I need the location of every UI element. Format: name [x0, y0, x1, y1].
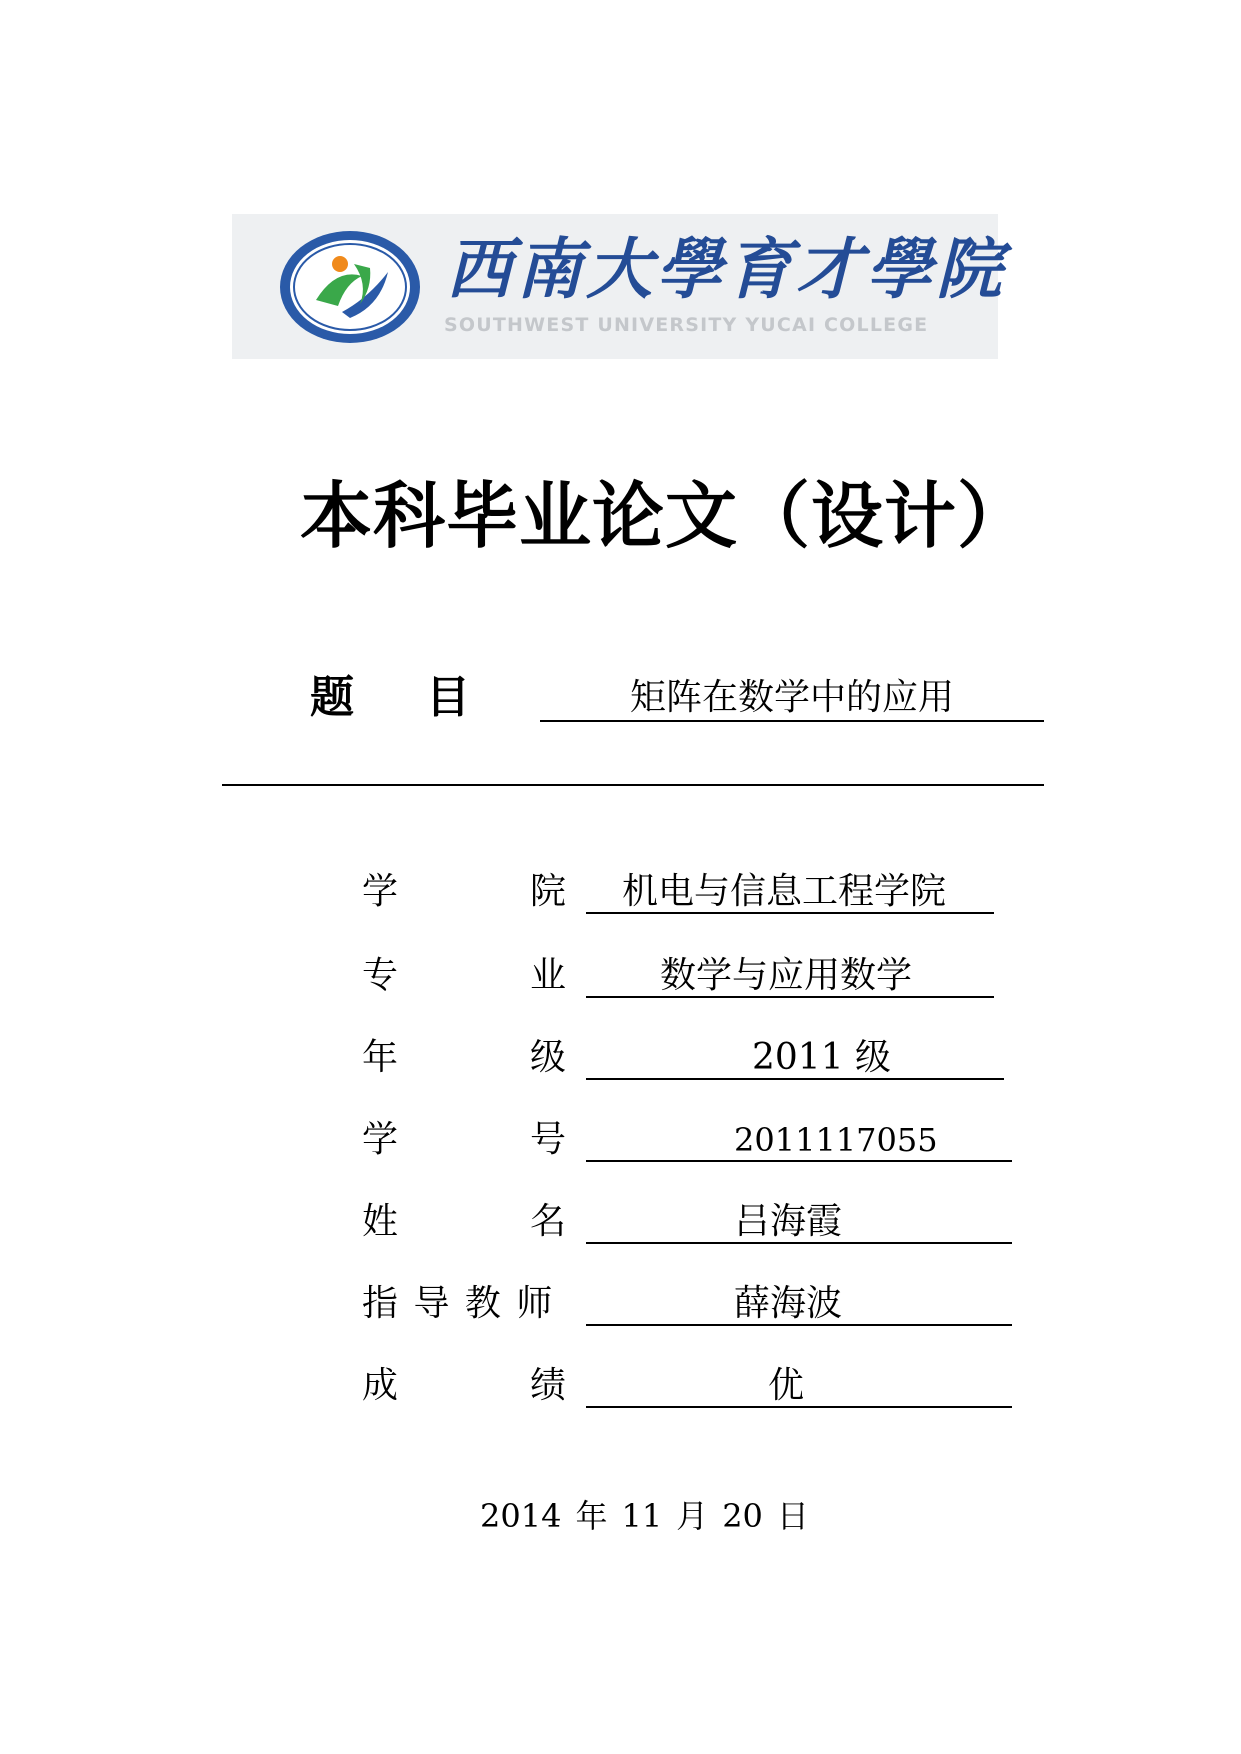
date-year-unit: 年 — [575, 1497, 608, 1535]
major-value: 数学与应用数学 — [660, 955, 913, 996]
advisor-underline — [586, 1324, 1012, 1326]
document-title: 本科毕业论文（设计） — [300, 474, 1031, 558]
grade-underline — [586, 1078, 1004, 1080]
college-label-2: 院 — [530, 871, 567, 912]
score-underline — [586, 1406, 1012, 1408]
student-id-value: 2011117055 — [734, 1121, 938, 1159]
name-label-2: 名 — [530, 1201, 567, 1242]
college-seal-icon — [276, 228, 424, 346]
student-id-label-1: 学 — [362, 1119, 399, 1160]
advisor-label: 指 导 教 师 — [362, 1283, 555, 1324]
student-id-label-2: 号 — [530, 1119, 567, 1160]
score-label-1: 成 — [362, 1365, 399, 1406]
college-underline — [586, 912, 994, 914]
grade-label-2: 级 — [530, 1037, 567, 1078]
college-logo-banner — [232, 214, 1006, 359]
college-name-cn: 西南大學育才學院 — [446, 230, 1006, 308]
name-value: 吕海霞 — [734, 1201, 843, 1242]
major-underline — [586, 996, 994, 998]
grade-label-1: 年 — [362, 1037, 399, 1078]
date-year: 2014 — [480, 1497, 562, 1535]
topic-value: 矩阵在数学中的应用 — [630, 677, 955, 718]
score-label-2: 绩 — [530, 1365, 567, 1406]
topic-label-1: 题 — [310, 672, 354, 723]
score-value: 优 — [768, 1365, 805, 1406]
major-label-1: 专 — [362, 955, 399, 996]
college-name-en: SOUTHWEST UNIVERSITY YUCAI COLLEGE — [444, 314, 929, 336]
college-value: 机电与信息工程学院 — [622, 871, 947, 912]
name-underline — [586, 1242, 1012, 1244]
college-label-1: 学 — [362, 871, 399, 912]
major-label-2: 业 — [530, 955, 567, 996]
advisor-value: 薛海波 — [734, 1283, 843, 1324]
submission-date — [480, 1497, 823, 1535]
student-id-underline — [586, 1160, 1012, 1162]
date-month: 11 — [621, 1497, 663, 1535]
date-month-unit: 月 — [676, 1497, 709, 1535]
topic-second-underline — [222, 784, 1044, 786]
topic-label-2: 目 — [426, 672, 470, 723]
name-label-1: 姓 — [362, 1201, 399, 1242]
date-day: 20 — [722, 1497, 763, 1535]
date-day-unit: 日 — [776, 1497, 809, 1535]
grade-value: 2011 级 — [752, 1037, 892, 1078]
